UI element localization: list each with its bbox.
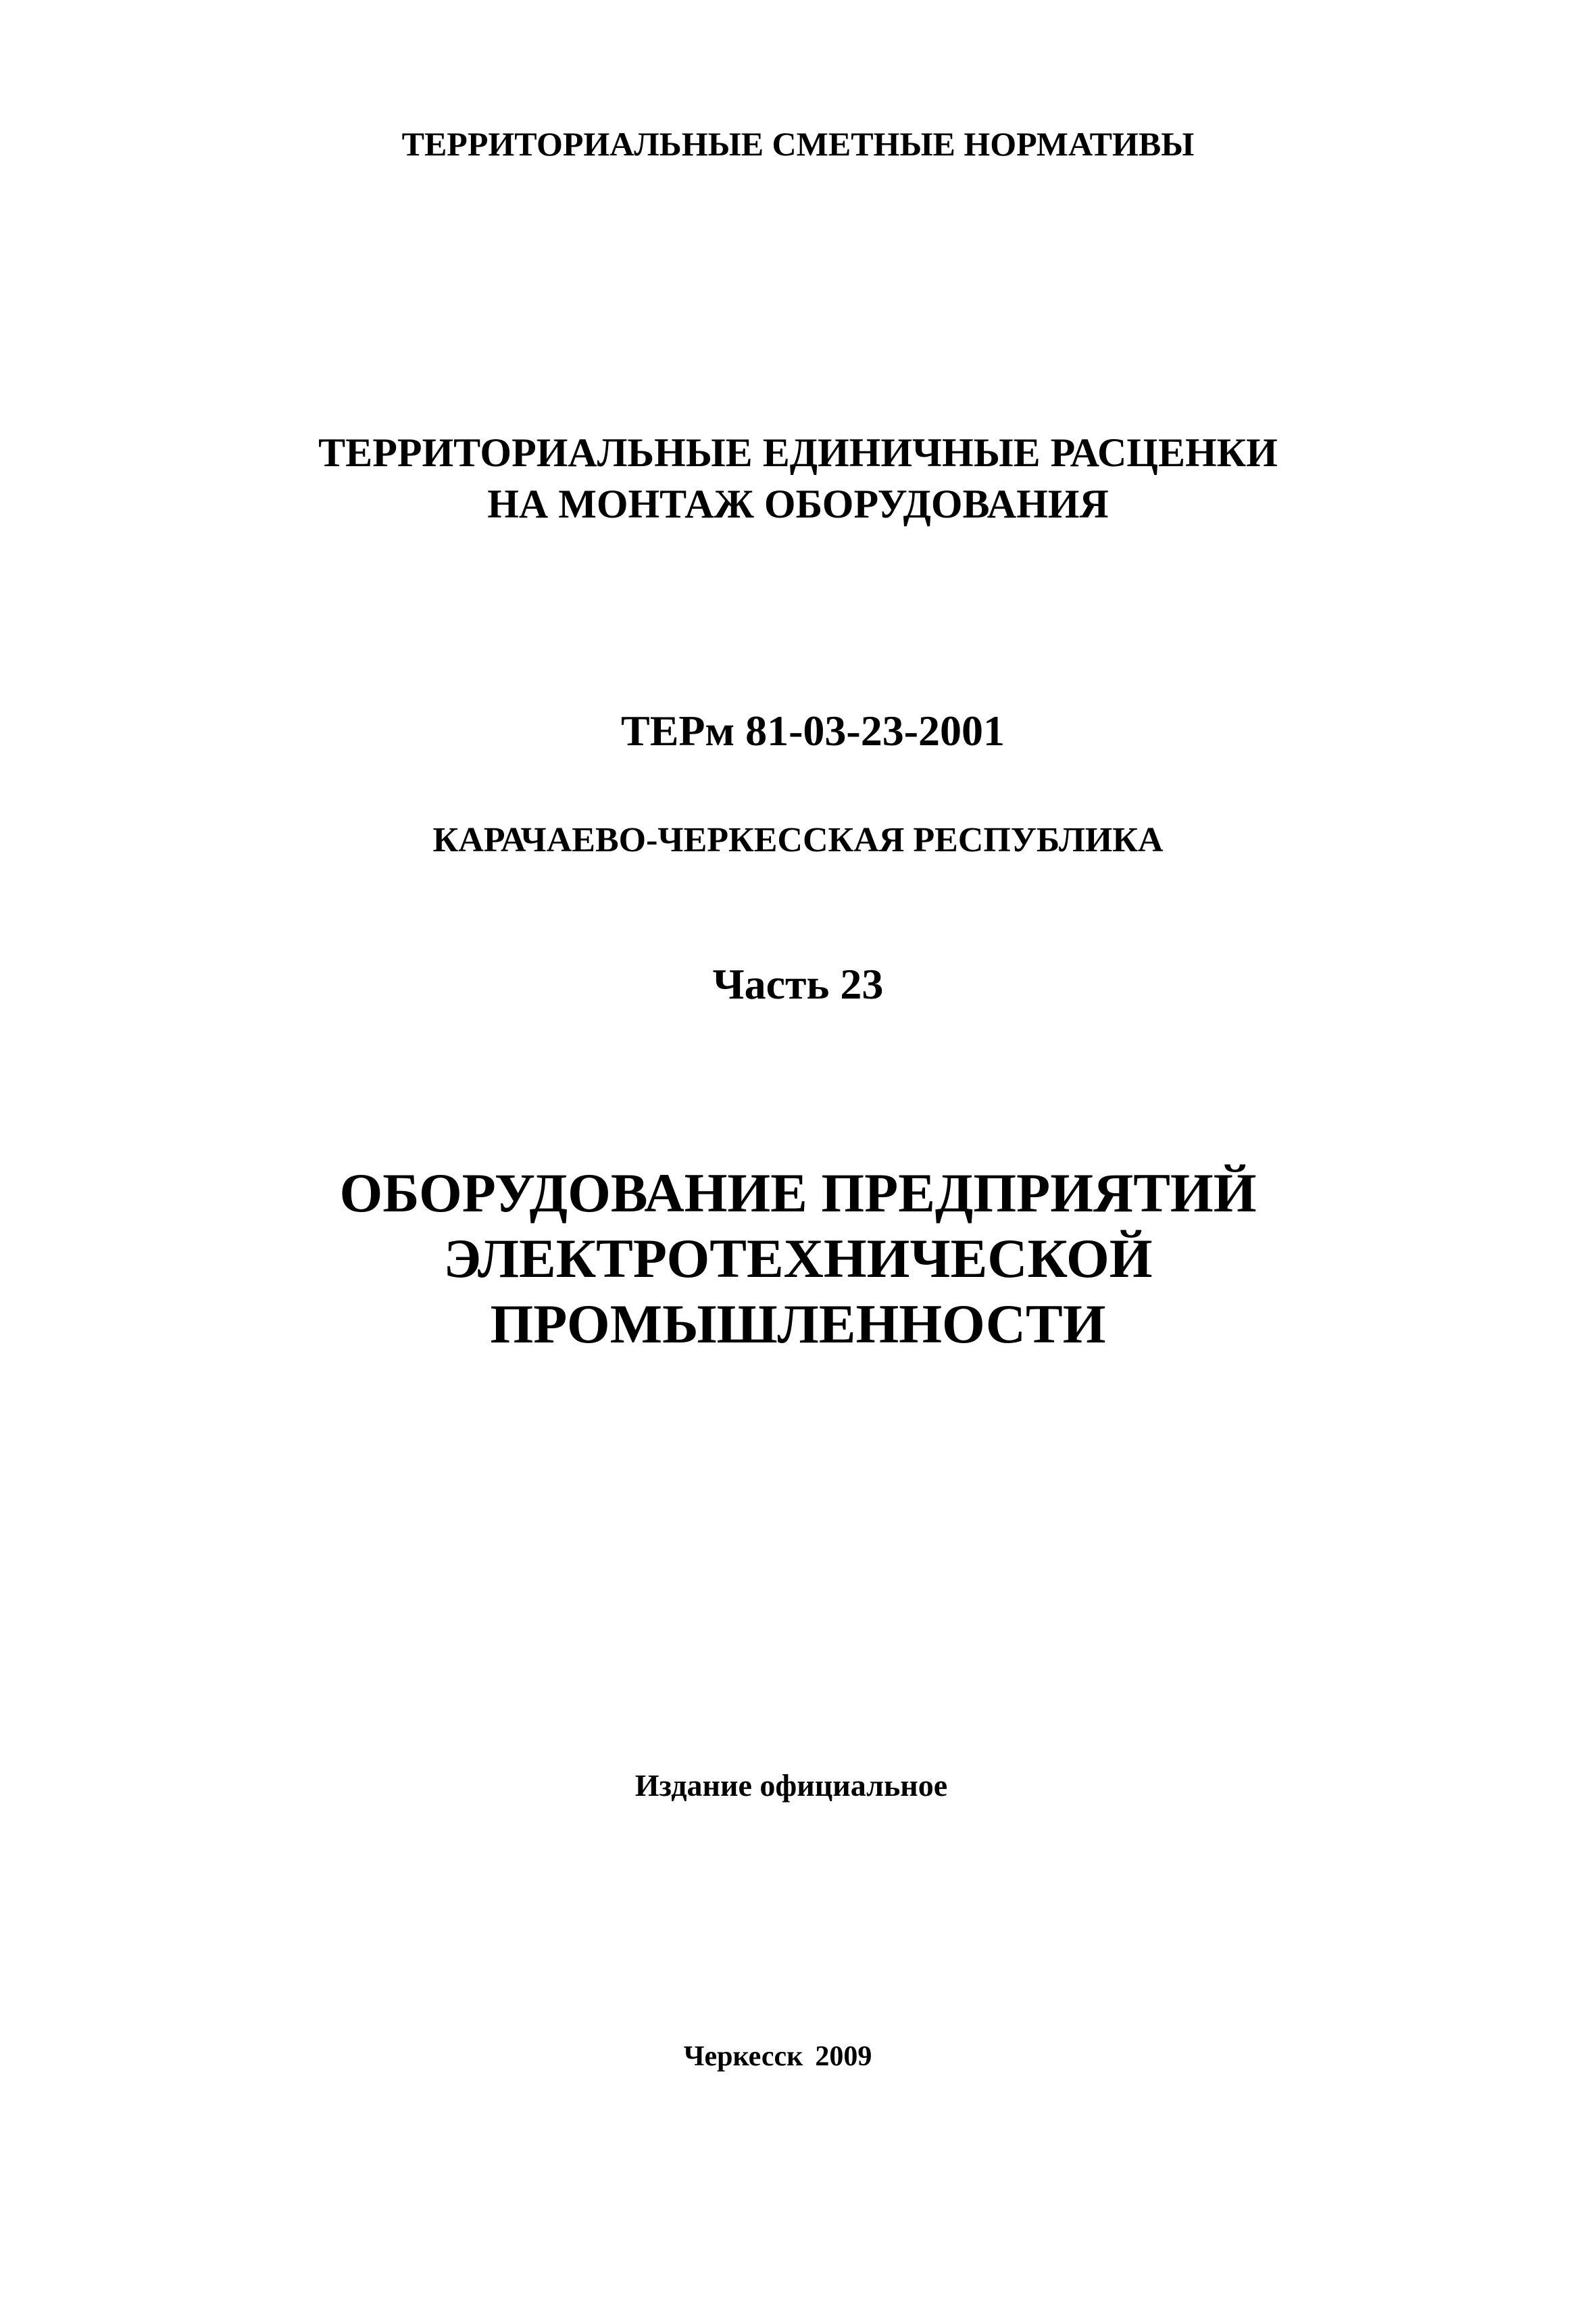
region-name: КАРАЧАЕВО-ЧЕРКЕССКАЯ РЕСПУБЛИКА xyxy=(432,821,1164,859)
series-title: ТЕРРИТОРИАЛЬНЫЕ СМЕТНЫЕ НОРМАТИВЫ xyxy=(401,125,1195,163)
imprint xyxy=(0,2042,1576,2071)
collection-title-line-2: НА МОНТАЖ ОБОРУДОВАНИЯ xyxy=(487,482,1109,526)
main-title-line-2: ЭЛЕКТРОТЕХНИЧЕСКОЙ xyxy=(443,1228,1153,1289)
imprint-city: Черкесск xyxy=(683,2041,803,2072)
imprint-year: 2009 xyxy=(815,2041,872,2072)
collection-title-line-1: ТЕРРИТОРИАЛЬНЫЕ ЕДИНИЧНЫЕ РАСЦЕНКИ xyxy=(318,430,1278,475)
edition-note: Издание официальное xyxy=(634,1768,948,1803)
document-code: ТЕРм 81-03-23-2001 xyxy=(621,707,1005,755)
main-title-line-3: ПРОМЫШЛЕННОСТИ xyxy=(490,1293,1106,1355)
main-title-line-1: ОБОРУДОВАНИЕ ПРЕДПРИЯТИЙ xyxy=(339,1162,1257,1224)
part-number: Часть 23 xyxy=(712,960,884,1008)
